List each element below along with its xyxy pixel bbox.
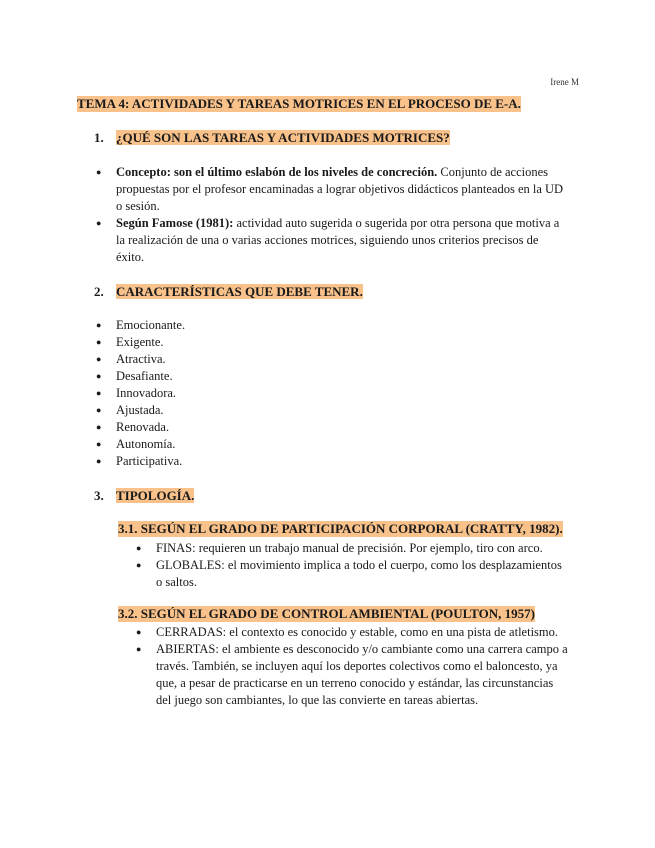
- subsection-3-1-heading: 3.1. SEGÚN EL GRADO DE PARTICIPACIÓN CORPORAL (CRATTY, 1982).: [118, 521, 563, 536]
- list-item: ● GLOBALES: el movimiento implica a todo el cuerpo, como los desplazamientos o saltos.: [136, 557, 586, 591]
- list-item: ● ABIERTAS: el ambiente es desconocido y/o cambiante como una carrera campo a través. También, se incluyen aquí los deportes colectivos como el baloncesto, ya que, a pesar de practicarse en un terreno conocido y estándar, las circunstancias del juego son cambiantes, lo que las convierte en tareas abiertas.: [136, 641, 586, 709]
- section-1-heading: [94, 130, 450, 146]
- list-item: ● Participativa.: [96, 453, 396, 470]
- section-1-list: [96, 164, 586, 266]
- section-3-title: TIPOLOGÍA.: [116, 488, 195, 503]
- section-3-number: 3.: [94, 488, 104, 503]
- famose-bold: Según Famose (1981):: [116, 216, 234, 230]
- section-2-title: CARACTERÍSTICAS QUE DEBE TENER.: [116, 284, 363, 299]
- section-1-number: 1.: [94, 130, 104, 145]
- subsection-3-2-list: [136, 624, 586, 709]
- list-item: ● Ajustada.: [96, 402, 396, 419]
- list-item: ● Emocionante.: [96, 317, 396, 334]
- subsection-3-1-list: [136, 540, 586, 591]
- list-item: ● CERRADAS: el contexto es conocido y estable, como en una pista de atletismo.: [136, 624, 586, 641]
- list-item: ● Atractiva.: [96, 351, 396, 368]
- section-1-title: ¿QUÉ SON LAS TAREAS Y ACTIVIDADES MOTRICES?: [116, 130, 450, 145]
- list-item: ● Según Famose (1981): actividad auto sugerida o sugerida por otra persona que motiva a la realización de una o varias acciones motrices, siguiendo unos criterios precisos de éxito.: [96, 215, 586, 266]
- list-item: ● Autonomía.: [96, 436, 396, 453]
- author-name: Irene M: [550, 77, 579, 87]
- list-item: ● Concepto: son el último eslabón de los niveles de concreción. Conjunto de acciones propuestas por el profesor encaminadas a lograr objetivos didácticos planteados en la UD o sesión.: [96, 164, 586, 215]
- section-2-list: [96, 317, 396, 470]
- concepto-bold: Concepto: son el último eslabón de los niveles de concreción.: [116, 165, 438, 179]
- list-item: ● Renovada.: [96, 419, 396, 436]
- section-3-heading: [94, 488, 194, 504]
- section-2-number: 2.: [94, 284, 104, 299]
- list-item: ● Innovadora.: [96, 385, 396, 402]
- list-item: ● FINAS: requieren un trabajo manual de precisión. Por ejemplo, tiro con arco.: [136, 540, 586, 557]
- subsection-3-2-heading: 3.2. SEGÚN EL GRADO DE CONTROL AMBIENTAL (POULTON, 1957): [118, 606, 535, 621]
- section-2-heading: [94, 284, 363, 300]
- document-title: TEMA 4: ACTIVIDADES Y TAREAS MOTRICES EN EL PROCESO DE E-A.: [77, 96, 521, 111]
- list-item: ● Desafiante.: [96, 368, 396, 385]
- list-item: ● Exigente.: [96, 334, 396, 351]
